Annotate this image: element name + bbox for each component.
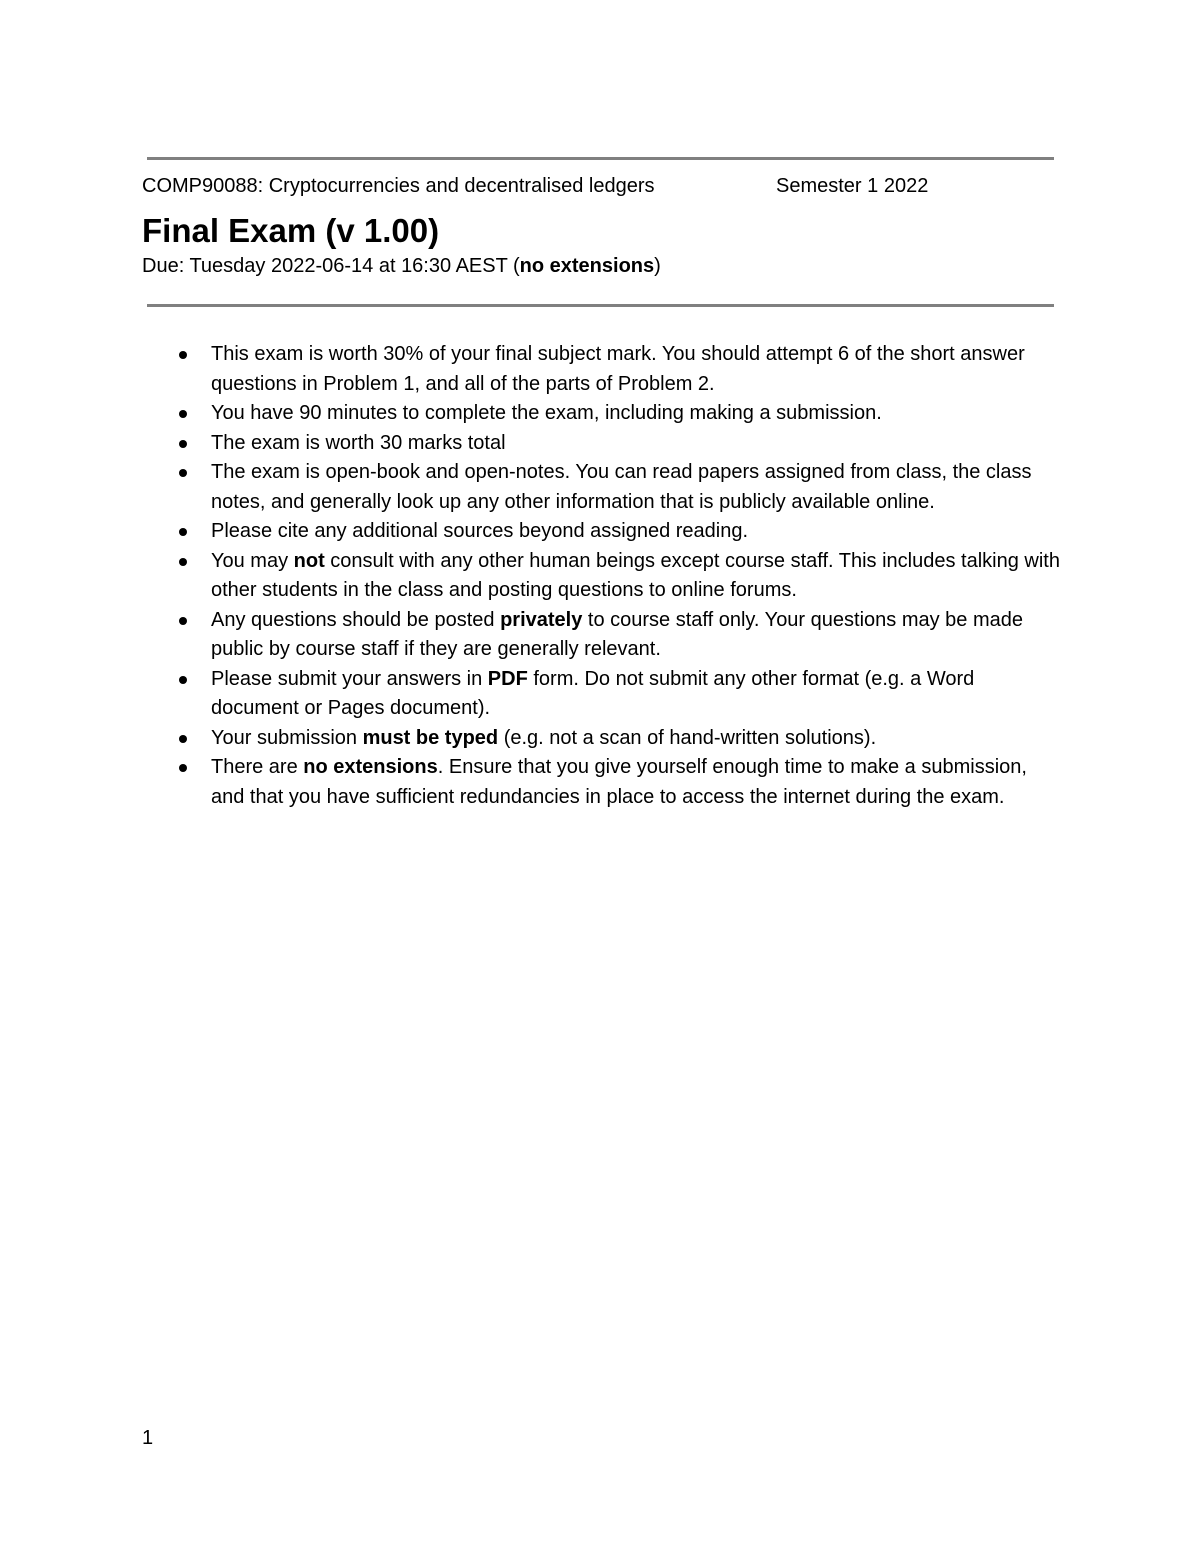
instruction-text: Any questions should be posted — [211, 608, 501, 631]
bullet-icon — [179, 735, 187, 743]
semester-label: Semester 1 2022 — [776, 175, 929, 197]
instruction-text: The exam is open-book and open-notes. You can read papers assigned from class, the class notes, and generally look up any other information that is publicly available online. — [211, 461, 1032, 513]
due-no-extensions: no extensions — [519, 255, 655, 277]
instruction-item — [211, 340, 1061, 399]
instruction-emphasis: PDF — [487, 667, 528, 690]
bullet-icon — [179, 440, 187, 448]
instruction-text-tail: . Ensure that you give yourself enough time to make a submission, and that you have sufficient redundancies in place to access the internet during the exam. — [211, 756, 1027, 808]
exam-instructions-list — [211, 340, 1061, 812]
instruction-item — [211, 724, 1061, 754]
instruction-text-tail: (e.g. not a scan of hand-written solutions). — [498, 726, 877, 749]
instruction-text: There are — [211, 756, 304, 778]
bottom-rule — [147, 304, 1054, 307]
course-title: COMP90088: Cryptocurrencies and decentralised ledgers — [142, 175, 655, 197]
bullet-icon — [179, 558, 187, 566]
exam-title: Final Exam (v 1.00) — [142, 212, 440, 249]
bullet-icon — [179, 351, 187, 359]
instruction-text: The exam is worth 30 marks total — [211, 431, 506, 454]
top-rule — [147, 157, 1054, 160]
instruction-text: Your submission — [211, 726, 363, 749]
instruction-item — [211, 399, 1061, 429]
instruction-item — [211, 665, 1061, 724]
instruction-item — [211, 606, 1061, 665]
instruction-text: Please cite any additional sources beyond assigned reading. — [211, 520, 749, 542]
instruction-emphasis: no extensions — [303, 756, 438, 778]
instruction-item — [211, 517, 1061, 547]
instruction-text: You have 90 minutes to complete the exam, including making a submission. — [211, 402, 882, 424]
bullet-icon — [179, 764, 187, 772]
bullet-icon — [179, 617, 187, 625]
instruction-item — [211, 458, 1061, 517]
bullet-icon — [179, 410, 187, 418]
page-number: 1 — [142, 1427, 154, 1449]
due-date-close: ) — [654, 255, 661, 277]
instruction-text: Please submit your answers in — [211, 667, 488, 690]
due-date-line — [142, 254, 661, 278]
instruction-emphasis: privately — [500, 608, 583, 631]
instruction-text-tail: consult with any other human beings except course staff. This includes talking with other students in the class and posting questions to online forums. — [211, 549, 1060, 601]
instruction-text: This exam is worth 30% of your final subject mark. You should attempt 6 of the short answer questions in Problem 1, and all of the parts of Problem 2. — [211, 343, 1025, 395]
instruction-text-tail: form. Do not submit any other format (e.g. a Word document or Pages document). — [211, 667, 975, 719]
bullet-icon — [179, 528, 187, 536]
bullet-icon — [179, 469, 187, 477]
due-date-text: Due: Tuesday 2022-06-14 at 16:30 AEST ( — [142, 255, 520, 277]
bullet-icon — [179, 676, 187, 684]
instruction-emphasis: not — [293, 549, 325, 572]
instruction-item — [211, 547, 1061, 606]
instruction-text: You may — [211, 549, 294, 572]
instruction-item — [211, 753, 1061, 812]
instruction-emphasis: must be typed — [362, 726, 499, 749]
instruction-item — [211, 429, 1061, 459]
instruction-text-tail: to course staff only. Your questions may be made public by course staff if they are generally relevant. — [211, 608, 1023, 660]
